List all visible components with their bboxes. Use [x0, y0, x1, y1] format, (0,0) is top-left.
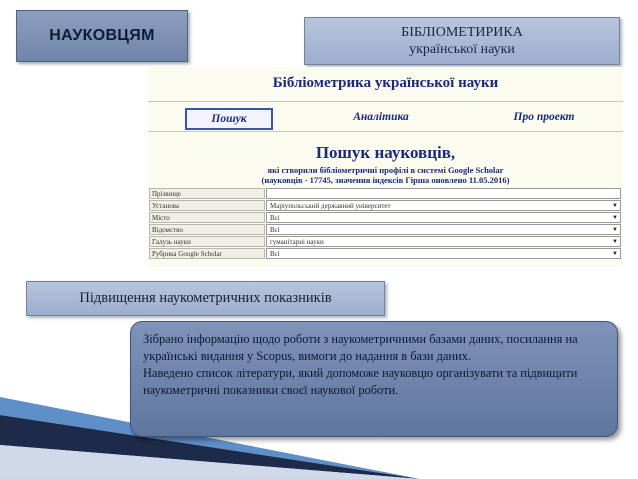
field-select[interactable]: [266, 236, 621, 247]
department-label: Відомство: [149, 224, 265, 235]
section-label-line1: БІБЛІОМЕТИРИКА: [401, 25, 523, 40]
site-nav: [148, 108, 623, 128]
dropdown-arrow-icon: ▼: [612, 215, 618, 221]
form-row-institution: [148, 200, 623, 211]
info-box: [130, 321, 618, 437]
search-subtitle: [148, 165, 623, 185]
form-row-field: [148, 236, 623, 247]
form-row-city: [148, 212, 623, 223]
site-title: Бібліометрика української науки: [272, 75, 499, 91]
form-row-rubric: [148, 248, 623, 259]
website-screenshot: [148, 67, 623, 267]
rubric-select[interactable]: [266, 248, 621, 259]
form-row-surname: [148, 188, 623, 199]
surname-input[interactable]: [266, 188, 621, 199]
divider: [148, 101, 623, 102]
nav-search[interactable]: Пошук: [185, 108, 273, 130]
dropdown-arrow-icon: ▼: [612, 251, 618, 257]
city-label: Місто: [149, 212, 265, 223]
field-value: гуманітарні науки: [270, 238, 324, 246]
department-value: Всі: [270, 226, 280, 234]
section-label-text: НАУКОВЦЯМ: [49, 27, 155, 44]
search-subtitle-line1: які створили бібліометричні профілі в системі Google Scholar: [267, 165, 504, 175]
department-select[interactable]: [266, 224, 621, 235]
form-row-department: [148, 224, 623, 235]
dropdown-arrow-icon: ▼: [612, 203, 618, 209]
search-subtitle-line2: (науковців - 17745, значення індексів Гірша оновлено 11.05.2016): [261, 175, 510, 185]
section-label-bibliometrics: [304, 17, 620, 65]
section-label-metrics: [26, 281, 385, 316]
section-label-scientists: [16, 10, 188, 62]
institution-label: Установа: [149, 200, 265, 211]
city-select[interactable]: [266, 212, 621, 223]
surname-label: Прізвище: [149, 188, 265, 199]
divider: [148, 131, 623, 132]
dropdown-arrow-icon: ▼: [612, 239, 618, 245]
institution-value: Маріупольський державний університет: [270, 202, 391, 210]
section-label-metrics-text: Підвищення наукометричних показників: [79, 290, 332, 306]
field-label: Галузь науки: [149, 236, 265, 247]
city-value: Всі: [270, 214, 280, 222]
nav-analytics[interactable]: Аналітика: [353, 111, 409, 123]
nav-about[interactable]: Про проект: [513, 111, 575, 123]
rubric-value: Всі: [270, 250, 280, 258]
search-title: Пошук науковців,: [315, 143, 456, 162]
section-label-line2: української науки: [409, 42, 515, 57]
dropdown-arrow-icon: ▼: [612, 227, 618, 233]
institution-select[interactable]: [266, 200, 621, 211]
rubric-label: Рубрика Google Scholar: [149, 248, 265, 259]
info-paragraph-1: Зібрано інформацію щодо роботи з наукометричними базами даних, посилання на українські видання у Scopus, вимоги до надання в бази даних.: [143, 332, 578, 363]
info-paragraph-2: Наведено список літератури, який допоможе науковцю організувати та підвищити наукометричні показники своєї наукової роботи.: [143, 366, 578, 397]
